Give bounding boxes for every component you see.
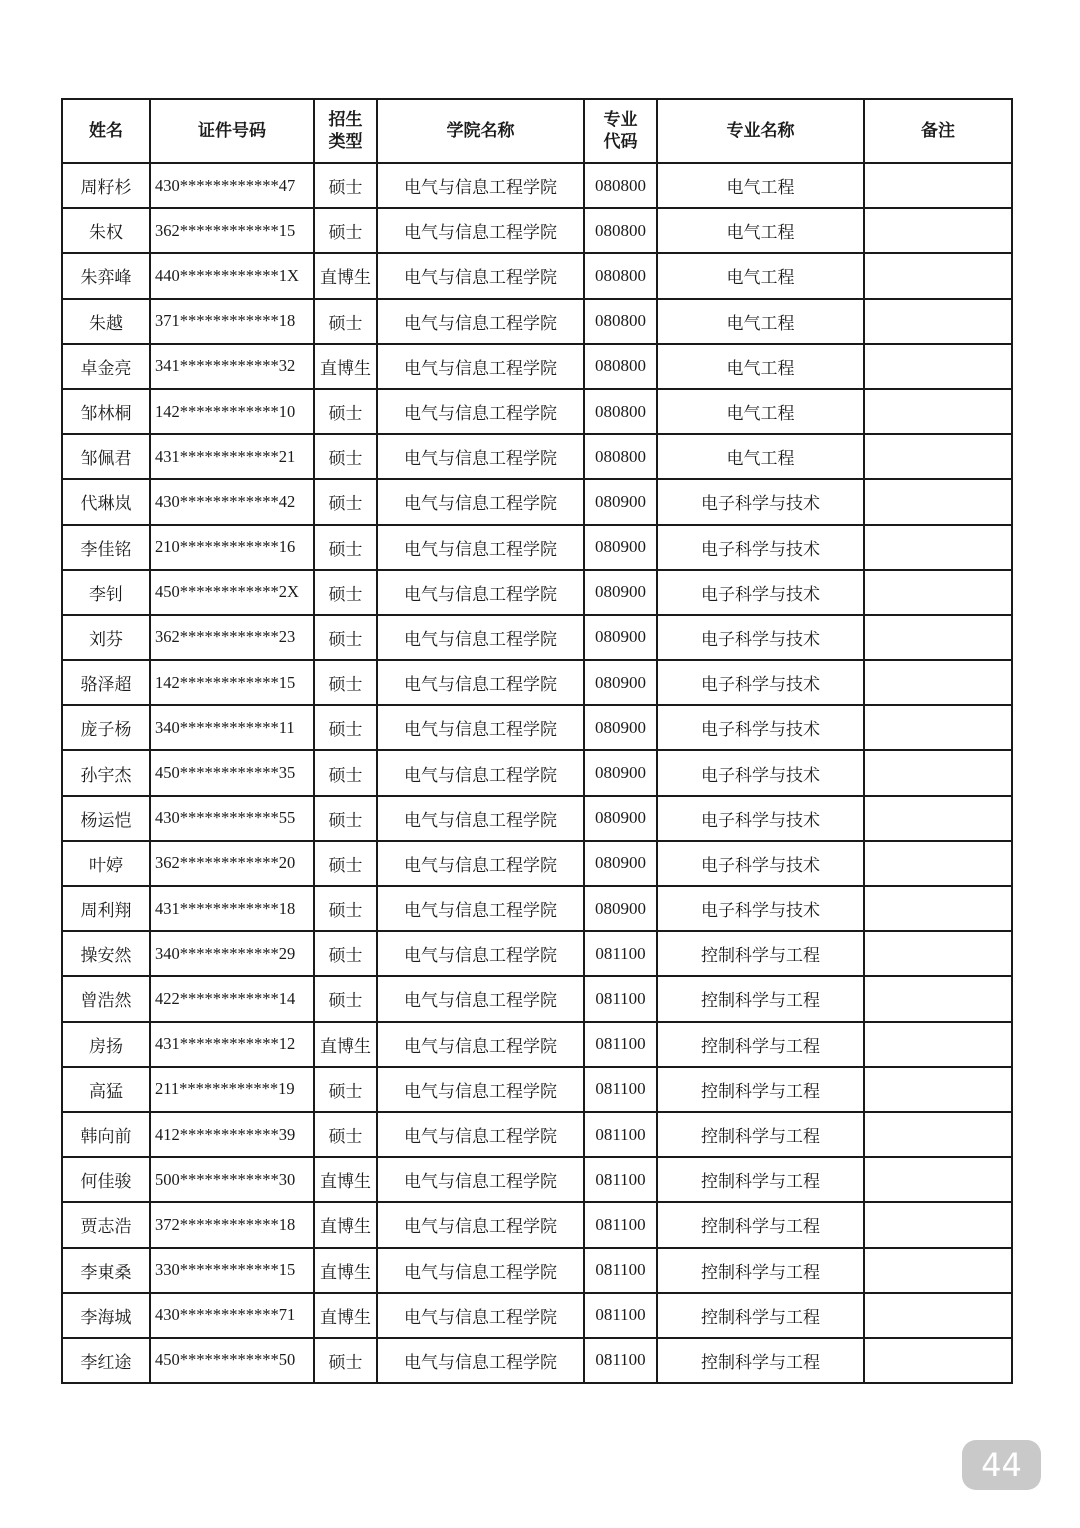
cell-major-code: 080800: [584, 299, 657, 344]
cell-name: 李红途: [62, 1338, 150, 1383]
cell-college: 电气与信息工程学院: [377, 434, 584, 479]
cell-name: 邹佩君: [62, 434, 150, 479]
cell-college: 电气与信息工程学院: [377, 1067, 584, 1112]
cell-id-number: 500************30: [150, 1157, 314, 1202]
cell-major-code: 080800: [584, 208, 657, 253]
cell-enrollment-type: 硕士: [314, 163, 377, 208]
table-row: [62, 570, 1012, 615]
cell-enrollment-type: 硕士: [314, 750, 377, 795]
cell-id-number: 450************35: [150, 750, 314, 795]
table-row: [62, 163, 1012, 208]
header-note: 备注: [864, 99, 1012, 163]
cell-id-number: 422************14: [150, 976, 314, 1021]
table-row: [62, 931, 1012, 976]
cell-name: 孙宇杰: [62, 750, 150, 795]
cell-major-name: 控制科学与工程: [657, 1338, 864, 1383]
cell-id-number: 412************39: [150, 1112, 314, 1157]
cell-major-name: 电子科学与技术: [657, 615, 864, 660]
header-major-name: 专业名称: [657, 99, 864, 163]
cell-enrollment-type: 直博生: [314, 253, 377, 298]
cell-major-code: 081100: [584, 1112, 657, 1157]
cell-name: 高猛: [62, 1067, 150, 1112]
cell-name: 骆泽超: [62, 660, 150, 705]
cell-enrollment-type: 硕士: [314, 570, 377, 615]
table-row: [62, 705, 1012, 750]
cell-major-code: 080800: [584, 434, 657, 479]
cell-note: [864, 976, 1012, 1021]
cell-major-name: 控制科学与工程: [657, 1112, 864, 1157]
cell-note: [864, 931, 1012, 976]
cell-enrollment-type: 硕士: [314, 615, 377, 660]
cell-major-code: 081100: [584, 1157, 657, 1202]
cell-note: [864, 299, 1012, 344]
cell-note: [864, 660, 1012, 705]
cell-major-code: 080900: [584, 841, 657, 886]
cell-name: 周利翔: [62, 886, 150, 931]
cell-major-code: 081100: [584, 931, 657, 976]
cell-id-number: 362************15: [150, 208, 314, 253]
cell-college: 电气与信息工程学院: [377, 1248, 584, 1293]
cell-major-name: 电气工程: [657, 208, 864, 253]
cell-note: [864, 253, 1012, 298]
cell-major-code: 080800: [584, 253, 657, 298]
cell-major-name: 电子科学与技术: [657, 479, 864, 524]
cell-enrollment-type: 硕士: [314, 886, 377, 931]
header-major-code-label: 专业代码: [603, 110, 638, 152]
table-row: [62, 796, 1012, 841]
cell-major-name: 电子科学与技术: [657, 525, 864, 570]
cell-name: 李佳铭: [62, 525, 150, 570]
table-row: [62, 750, 1012, 795]
cell-college: 电气与信息工程学院: [377, 1293, 584, 1338]
table-row: [62, 1293, 1012, 1338]
cell-college: 电气与信息工程学院: [377, 525, 584, 570]
cell-major-name: 电子科学与技术: [657, 796, 864, 841]
cell-note: [864, 1202, 1012, 1247]
cell-major-name: 电气工程: [657, 344, 864, 389]
cell-major-name: 控制科学与工程: [657, 931, 864, 976]
cell-id-number: 450************2X: [150, 570, 314, 615]
cell-enrollment-type: 硕士: [314, 931, 377, 976]
cell-major-code: 080900: [584, 750, 657, 795]
cell-enrollment-type: 硕士: [314, 479, 377, 524]
cell-note: [864, 841, 1012, 886]
cell-note: [864, 1293, 1012, 1338]
cell-name: 李钊: [62, 570, 150, 615]
cell-enrollment-type: 硕士: [314, 1112, 377, 1157]
cell-id-number: 340************29: [150, 931, 314, 976]
cell-id-number: 341************32: [150, 344, 314, 389]
table-row: [62, 299, 1012, 344]
cell-major-code: 080900: [584, 615, 657, 660]
cell-major-code: 080900: [584, 479, 657, 524]
cell-college: 电气与信息工程学院: [377, 750, 584, 795]
cell-note: [864, 434, 1012, 479]
cell-major-code: 081100: [584, 1067, 657, 1112]
cell-major-code: 081100: [584, 1293, 657, 1338]
cell-enrollment-type: 硕士: [314, 796, 377, 841]
cell-name: 韩向前: [62, 1112, 150, 1157]
table-row: [62, 479, 1012, 524]
cell-college: 电气与信息工程学院: [377, 1338, 584, 1383]
cell-name: 朱越: [62, 299, 150, 344]
cell-major-name: 电子科学与技术: [657, 570, 864, 615]
table-row: [62, 1157, 1012, 1202]
cell-id-number: 372************18: [150, 1202, 314, 1247]
cell-major-name: 控制科学与工程: [657, 1157, 864, 1202]
table-row: [62, 615, 1012, 660]
cell-major-name: 电子科学与技术: [657, 750, 864, 795]
cell-major-name: 控制科学与工程: [657, 1067, 864, 1112]
table-row: [62, 525, 1012, 570]
cell-major-name: 电子科学与技术: [657, 705, 864, 750]
header-enrollment-type-label: 招生类型: [328, 110, 363, 152]
cell-note: [864, 570, 1012, 615]
cell-college: 电气与信息工程学院: [377, 1022, 584, 1067]
cell-enrollment-type: 直博生: [314, 1248, 377, 1293]
cell-id-number: 440************1X: [150, 253, 314, 298]
cell-note: [864, 1157, 1012, 1202]
cell-college: 电气与信息工程学院: [377, 886, 584, 931]
cell-major-code: 081100: [584, 1202, 657, 1247]
table-row: [62, 886, 1012, 931]
table-row: [62, 1022, 1012, 1067]
cell-note: [864, 389, 1012, 434]
cell-major-name: 电子科学与技术: [657, 886, 864, 931]
cell-note: [864, 344, 1012, 389]
cell-note: [864, 208, 1012, 253]
cell-major-name: 电气工程: [657, 253, 864, 298]
cell-id-number: 142************15: [150, 660, 314, 705]
table-row: [62, 1338, 1012, 1383]
page-number-badge: 44: [962, 1440, 1041, 1490]
cell-name: 朱权: [62, 208, 150, 253]
cell-id-number: 431************12: [150, 1022, 314, 1067]
table-row: [62, 841, 1012, 886]
cell-college: 电气与信息工程学院: [377, 299, 584, 344]
table-row: [62, 976, 1012, 1021]
cell-name: 李東桑: [62, 1248, 150, 1293]
cell-id-number: 330************15: [150, 1248, 314, 1293]
cell-major-code: 081100: [584, 1248, 657, 1293]
cell-major-code: 080800: [584, 163, 657, 208]
cell-major-code: 080900: [584, 525, 657, 570]
cell-college: 电气与信息工程学院: [377, 389, 584, 434]
cell-id-number: 430************55: [150, 796, 314, 841]
cell-name: 曾浩然: [62, 976, 150, 1021]
cell-major-name: 电气工程: [657, 389, 864, 434]
cell-enrollment-type: 硕士: [314, 1338, 377, 1383]
cell-college: 电气与信息工程学院: [377, 163, 584, 208]
cell-major-code: 081100: [584, 1338, 657, 1383]
table-row: [62, 208, 1012, 253]
cell-name: 贾志浩: [62, 1202, 150, 1247]
cell-major-code: 080900: [584, 796, 657, 841]
cell-major-name: 控制科学与工程: [657, 1293, 864, 1338]
cell-name: 何佳骏: [62, 1157, 150, 1202]
cell-college: 电气与信息工程学院: [377, 253, 584, 298]
cell-name: 邹林桐: [62, 389, 150, 434]
cell-major-name: 电子科学与技术: [657, 660, 864, 705]
cell-major-name: 电气工程: [657, 163, 864, 208]
cell-college: 电气与信息工程学院: [377, 1112, 584, 1157]
admission-roster-table: [61, 98, 1013, 1384]
cell-note: [864, 615, 1012, 660]
cell-note: [864, 479, 1012, 524]
cell-major-name: 控制科学与工程: [657, 1022, 864, 1067]
cell-name: 周籽杉: [62, 163, 150, 208]
cell-name: 李海城: [62, 1293, 150, 1338]
cell-enrollment-type: 直博生: [314, 1157, 377, 1202]
cell-id-number: 430************42: [150, 479, 314, 524]
cell-college: 电气与信息工程学院: [377, 1202, 584, 1247]
cell-college: 电气与信息工程学院: [377, 796, 584, 841]
cell-note: [864, 796, 1012, 841]
cell-enrollment-type: 硕士: [314, 1067, 377, 1112]
cell-major-code: 080800: [584, 389, 657, 434]
table-row: [62, 1248, 1012, 1293]
cell-enrollment-type: 直博生: [314, 344, 377, 389]
cell-major-name: 电气工程: [657, 434, 864, 479]
cell-enrollment-type: 硕士: [314, 208, 377, 253]
cell-college: 电气与信息工程学院: [377, 615, 584, 660]
cell-note: [864, 886, 1012, 931]
table-row: [62, 660, 1012, 705]
cell-note: [864, 1338, 1012, 1383]
cell-college: 电气与信息工程学院: [377, 1157, 584, 1202]
cell-note: [864, 1248, 1012, 1293]
cell-note: [864, 525, 1012, 570]
cell-college: 电气与信息工程学院: [377, 705, 584, 750]
cell-college: 电气与信息工程学院: [377, 976, 584, 1021]
cell-major-name: 控制科学与工程: [657, 1202, 864, 1247]
cell-major-code: 081100: [584, 976, 657, 1021]
cell-name: 操安然: [62, 931, 150, 976]
cell-name: 杨运恺: [62, 796, 150, 841]
cell-enrollment-type: 硕士: [314, 976, 377, 1021]
cell-note: [864, 750, 1012, 795]
header-major-code: [584, 99, 657, 163]
cell-major-name: 控制科学与工程: [657, 976, 864, 1021]
cell-name: 卓金亮: [62, 344, 150, 389]
cell-enrollment-type: 硕士: [314, 299, 377, 344]
cell-name: 庞子杨: [62, 705, 150, 750]
cell-id-number: 362************23: [150, 615, 314, 660]
cell-enrollment-type: 硕士: [314, 525, 377, 570]
cell-college: 电气与信息工程学院: [377, 344, 584, 389]
cell-enrollment-type: 直博生: [314, 1293, 377, 1338]
cell-major-name: 控制科学与工程: [657, 1248, 864, 1293]
cell-note: [864, 163, 1012, 208]
cell-enrollment-type: 硕士: [314, 434, 377, 479]
cell-college: 电气与信息工程学院: [377, 479, 584, 524]
cell-college: 电气与信息工程学院: [377, 208, 584, 253]
cell-college: 电气与信息工程学院: [377, 570, 584, 615]
cell-major-code: 080900: [584, 570, 657, 615]
table-row: [62, 1112, 1012, 1157]
cell-id-number: 450************50: [150, 1338, 314, 1383]
cell-enrollment-type: 硕士: [314, 705, 377, 750]
table-row: [62, 1067, 1012, 1112]
cell-major-name: 电气工程: [657, 299, 864, 344]
cell-id-number: 431************18: [150, 886, 314, 931]
cell-enrollment-type: 硕士: [314, 660, 377, 705]
cell-id-number: 430************71: [150, 1293, 314, 1338]
cell-id-number: 362************20: [150, 841, 314, 886]
cell-enrollment-type: 硕士: [314, 389, 377, 434]
cell-note: [864, 705, 1012, 750]
cell-name: 朱弈峰: [62, 253, 150, 298]
cell-note: [864, 1067, 1012, 1112]
cell-id-number: 340************11: [150, 705, 314, 750]
cell-id-number: 211************19: [150, 1067, 314, 1112]
table-row: [62, 389, 1012, 434]
table-row: [62, 253, 1012, 298]
cell-id-number: 371************18: [150, 299, 314, 344]
cell-major-code: 080900: [584, 660, 657, 705]
table-row: [62, 434, 1012, 479]
header-name: 姓名: [62, 99, 150, 163]
cell-note: [864, 1112, 1012, 1157]
cell-id-number: 210************16: [150, 525, 314, 570]
cell-enrollment-type: 硕士: [314, 841, 377, 886]
cell-name: 叶婷: [62, 841, 150, 886]
table-row: [62, 344, 1012, 389]
cell-id-number: 142************10: [150, 389, 314, 434]
cell-major-name: 电子科学与技术: [657, 841, 864, 886]
cell-name: 房扬: [62, 1022, 150, 1067]
cell-enrollment-type: 直博生: [314, 1202, 377, 1247]
table-body: [62, 163, 1012, 1383]
header-enrollment-type: [314, 99, 377, 163]
header-id-number: 证件号码: [150, 99, 314, 163]
cell-name: 代琳岚: [62, 479, 150, 524]
cell-id-number: 431************21: [150, 434, 314, 479]
table-header-row: [62, 99, 1012, 163]
cell-note: [864, 1022, 1012, 1067]
cell-id-number: 430************47: [150, 163, 314, 208]
cell-college: 电气与信息工程学院: [377, 841, 584, 886]
cell-enrollment-type: 直博生: [314, 1022, 377, 1067]
cell-major-code: 080900: [584, 886, 657, 931]
cell-college: 电气与信息工程学院: [377, 931, 584, 976]
cell-major-code: 080800: [584, 344, 657, 389]
cell-college: 电气与信息工程学院: [377, 660, 584, 705]
cell-major-code: 081100: [584, 1022, 657, 1067]
table-row: [62, 1202, 1012, 1247]
header-college: 学院名称: [377, 99, 584, 163]
cell-name: 刘芬: [62, 615, 150, 660]
cell-major-code: 080900: [584, 705, 657, 750]
